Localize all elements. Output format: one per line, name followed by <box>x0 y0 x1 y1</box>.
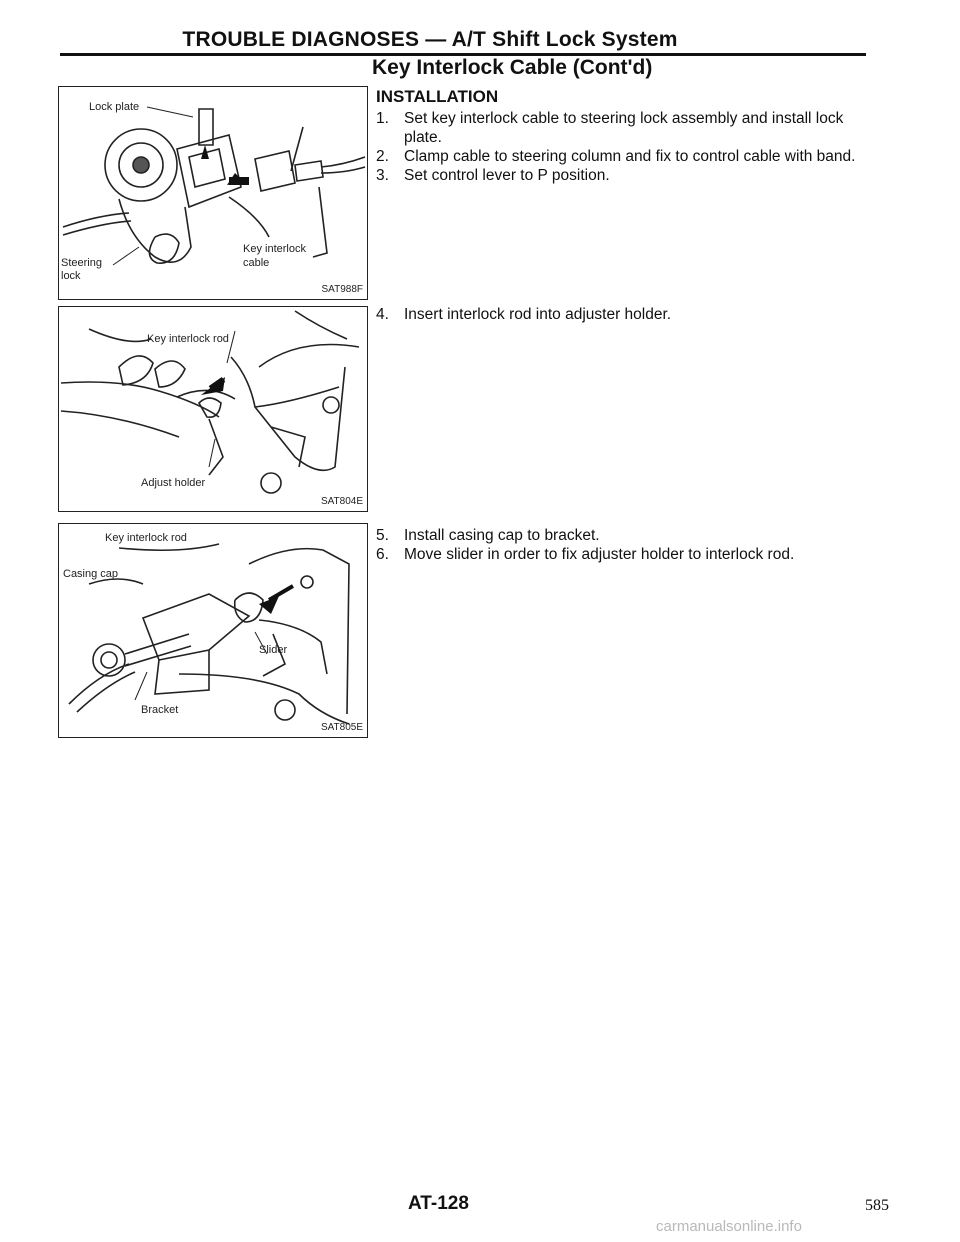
section-title: Key Interlock Cable (Cont'd) <box>372 56 653 79</box>
figure-casing-cap <box>58 523 368 738</box>
step-item <box>376 526 866 545</box>
step-number: 1. <box>376 110 389 127</box>
watermark: carmanualsonline.info <box>656 1218 802 1235</box>
fig-label-lock-plate: Lock plate <box>89 101 140 113</box>
figure-code: SAT988F <box>321 284 363 295</box>
page-ref: 585 <box>865 1197 889 1214</box>
steps-group-1 <box>376 109 866 185</box>
step-text: Set control lever to P position. <box>404 167 610 184</box>
fig-label-bracket: Bracket <box>141 704 179 716</box>
subsection-title: INSTALLATION <box>376 87 499 106</box>
fig-label-lock: lock <box>61 270 81 282</box>
figure-code: SAT804E <box>320 496 363 507</box>
step-number: 3. <box>376 167 389 184</box>
step-number: 5. <box>376 527 389 544</box>
step-item <box>376 545 866 564</box>
step-item <box>376 147 866 166</box>
step-item <box>376 305 866 324</box>
step-text: Clamp cable to steering column and fix to control cable with band. <box>404 148 856 165</box>
fig-label-casing-cap: Casing cap <box>63 568 119 580</box>
step-text: Install casing cap to bracket. <box>404 527 600 544</box>
step-number: 2. <box>376 148 389 165</box>
fig-label-adjust-holder: Adjust holder <box>141 477 206 489</box>
step-item <box>376 166 866 185</box>
figure-interlock-rod <box>58 306 368 512</box>
step-text: Move slider in order to fix adjuster holder to interlock rod. <box>404 546 795 563</box>
fig-label-key-interlock-rod: Key interlock rod <box>147 333 229 345</box>
figure-steering-lock <box>58 86 368 300</box>
step-text: Set key interlock cable to steering lock assembly and install lock plate. <box>404 110 844 146</box>
step-number: 4. <box>376 306 389 323</box>
step-number: 6. <box>376 546 389 563</box>
steps-group-3 <box>376 526 866 564</box>
step-item <box>376 109 866 147</box>
step-text: Insert interlock rod into adjuster holder. <box>404 306 672 323</box>
steps-group-2 <box>376 305 866 324</box>
header-title: TROUBLE DIAGNOSES — A/T Shift Lock System <box>182 28 678 51</box>
figure-code: SAT805E <box>320 722 363 733</box>
fig-label-key-interlock-rod: Key interlock rod <box>105 532 187 544</box>
page-number: AT-128 <box>408 1193 469 1214</box>
fig-label-steering: Steering <box>61 257 102 269</box>
fig-label-key-interlock: Key interlock <box>243 243 306 255</box>
fig-label-cable: cable <box>243 257 270 269</box>
fig-label-slider: Slider <box>259 644 288 656</box>
steering-lock-illustration <box>59 87 367 299</box>
casing-cap-illustration <box>59 524 367 737</box>
